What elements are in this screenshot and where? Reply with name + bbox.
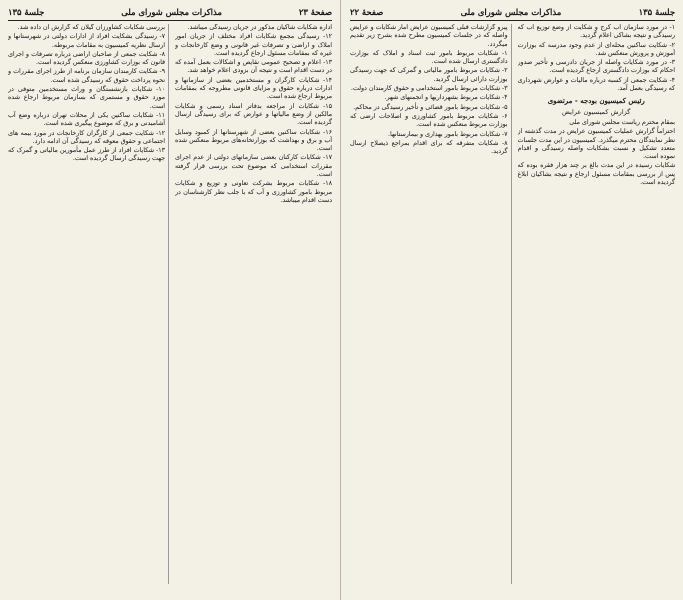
paragraph: ۱۴- شکایات کارگران و مستخدمین بعضی از سازمانها و ادارات درباره حقوق و مزایای قانونی مطروحه که بمقامات مربوط ارجاع شده است. — [175, 76, 332, 101]
paragraph: بمقام محترم ریاست مجلس شورای ملی — [569, 118, 675, 126]
paragraph: ۱۲- رسیدگی مجمع شکایات افراد مختلف از جریان امور املاک و اراضی و تصرفات غیر قانونی و وضع کارخانجات و غیره که بمقامات مسئول ارجاع گردیده است. — [175, 33, 332, 57]
paragraph: ۱۳- شکایات افراد از طرز عمل مأمورین مالیاتی و گمرک که جهت رسیدگی ارسال گردیده است. — [8, 147, 165, 163]
paragraph: ۹- شکایت کارمندان سازمان برنامه از طرز اجرای مقررات و نحوه پرداخت حقوق که رسیدگی شده است. — [8, 68, 165, 84]
paragraph: ۴- شکایات مربوط بشهرداریها و انجمنهای شهر. — [384, 94, 508, 102]
section-subheading: گزارش کمیسیون عرایض — [562, 107, 631, 116]
paragraph: ۱۰- شکایات بازنشستگان و وراث مستخدمین متوفی در مورد حقوق و مستمری که بسازمان مربوط ارجاع شده است. — [8, 86, 165, 110]
paragraph: ۴- شکایت جمعی از کسبه درباره مالیات و عوارض شهرداری که رسیدگی بعمل آمد. — [517, 76, 675, 93]
left-page-number: صفحهٔ ۲۳ — [298, 7, 332, 17]
paragraph: ۱- در مورد سازمان آب کرج و شکایت از وضع توزیع آب که رسیدگی و نتیجه بشاکی اعلام گردید. — [517, 24, 675, 40]
right-page-column-right — [518, 24, 676, 584]
paragraph: ۶- شکایات مربوط بامور کشاورزی و اصلاحات ارضی که بوزارت مربوط منعکس شده است. — [350, 112, 508, 129]
paragraph: ۱۵- شکایات از مراجعه بدفاتر اسناد رسمی و شکایات مالکین از وضع مالیاتها و عوارض که برای رسیدگی ارسال گردیده است. — [175, 102, 332, 127]
paragraph: ۲- شکایت ساکنین محله‌ای از عدم وجود مدرسه که بوزارت آموزش و پرورش منعکس شد. — [517, 41, 675, 57]
left-page-column-right — [175, 24, 332, 584]
left-page-column-left — [8, 24, 169, 584]
section-heading: رئیس کمیسیون بودجه - مرتضوی — [547, 96, 645, 106]
paragraph: ۵- شکایات مربوط بامور قضائی و تأخیر رسیدگی در محاکم. — [353, 103, 508, 111]
paragraph: ۱۷- شکایات کارکنان بعضی سازمانهای دولتی از عدم اجرای مقررات استخدامی که موضوع تحت بررسی قرار گرفته است. — [175, 154, 332, 179]
paragraph: ۱۶- شکایات ساکنین بعضی از شهرستانها از کمبود وسایل آب و برق و بهداشت که بوزارتخانه‌های مربوط منعکس شده است. — [175, 128, 332, 153]
right-page — [342, 0, 683, 600]
paragraph: ۱۲- شکایت جمعی از کارگران کارخانجات در مورد بیمه های اجتماعی و حقوق معوقه که رسیدگی آن ادامه دارد. — [8, 129, 165, 145]
paragraph: ۳- در مورد شکایات واصله از جریان دادرسی و تأخیر صدور احکام که بوزارت دادگستری ارجاع گردیده است. — [517, 59, 675, 75]
right-page-column-left — [350, 24, 512, 584]
left-page-columns — [8, 24, 332, 584]
left-page-header — [8, 6, 332, 21]
right-session-label: جلسهٔ ۱۳۵ — [638, 7, 675, 17]
left-page — [0, 0, 341, 600]
paragraph: شکایات رسیده در این مدت بالغ بر چند هزار فقره بوده که پس از بررسی بمقامات مسئول ارجاع و نتیجه بشاکیان ابلاغ گردیده است. — [517, 162, 675, 187]
paragraph: ۱۱- شکایات ساکنین یکی از محلات تهران درباره وضع آب آشامیدنی و برق که موضوع پیگیری شده است. — [8, 111, 165, 128]
right-journal-title: مذاکرات مجلس شورای ملی — [460, 7, 562, 17]
left-journal-title: مذاکرات مجلس شورای ملی — [121, 7, 222, 17]
paragraph: ۱۳- اعلام و تصحیح عمومی نقایص و اشکالات بعمل آمده که در دست اقدام است و نتیجه آن بزودی اعلام خواهد شد. — [175, 59, 332, 75]
paragraph: احتراماً گزارش عملیات کمیسیون عرایض در مدت گذشته از نظر نمایندگان محترم میگذرد. کمیسیون در این مدت جلسات متعدد تشکیل و نسبت بشکایات واصله رسیدگی و اقدام نموده است. — [517, 128, 675, 161]
right-page-columns — [350, 24, 675, 584]
right-page-number: صفحهٔ ۲۲ — [350, 7, 384, 17]
right-page-header — [350, 6, 675, 21]
paragraph: اداره شکایات شاکیان مذکور در جریان رسیدگی میباشد. — [187, 24, 332, 31]
paragraph: ۱۸- شکایات مربوط بشرکت تعاونی و توزیع و شکایات مربوط بامور کشاورزی و آب که با جلب نظر کارشناسان در دست اقدام میباشد. — [175, 180, 332, 204]
paragraph: ۸- شکایت جمعی از صاحبان اراضی درباره تصرفات و اجرای قانون که بوزارت کشاورزی منعکس گردیده است. — [8, 50, 165, 67]
left-session-label: جلسهٔ ۱۳۵ — [8, 7, 45, 17]
paragraph: پیرو گزارشات قبلی کمیسیون عرایض آمار شکایات و عرایض واصله که در جلسات کمیسیون مطرح شده بشرح زیر تقدیم میگردد. — [350, 24, 508, 48]
paragraph: ۸- شکایات متفرقه که برای اقدام بمراجع ذیصلاح ارسال گردید. — [350, 139, 508, 156]
paragraph: ۲- شکایات مربوط بامور مالیاتی و گمرکی که جهت رسیدگی بوزارت دارائی ارسال گردید. — [350, 67, 508, 83]
paragraph: بررسی شکایات کشاورزان گیلان که گزارش آن داده شد. — [17, 24, 165, 31]
paragraph: ۷- شکایات مربوط بامور بهداری و بیمارستانها. — [388, 130, 508, 138]
paragraph: ۱- شکایات مربوط بامور ثبت اسناد و املاک که بوزارت دادگستری ارسال شده است. — [350, 49, 508, 66]
paragraph: ۳- شکایات مربوط بامور استخدامی و حقوق کارمندان دولت. — [350, 85, 508, 93]
paragraph: ۷- رسیدگی بشکایت افراد از ادارات دولتی در شهرستانها و ارسال نظریه کمیسیون به مقامات مربوطه. — [8, 33, 165, 49]
